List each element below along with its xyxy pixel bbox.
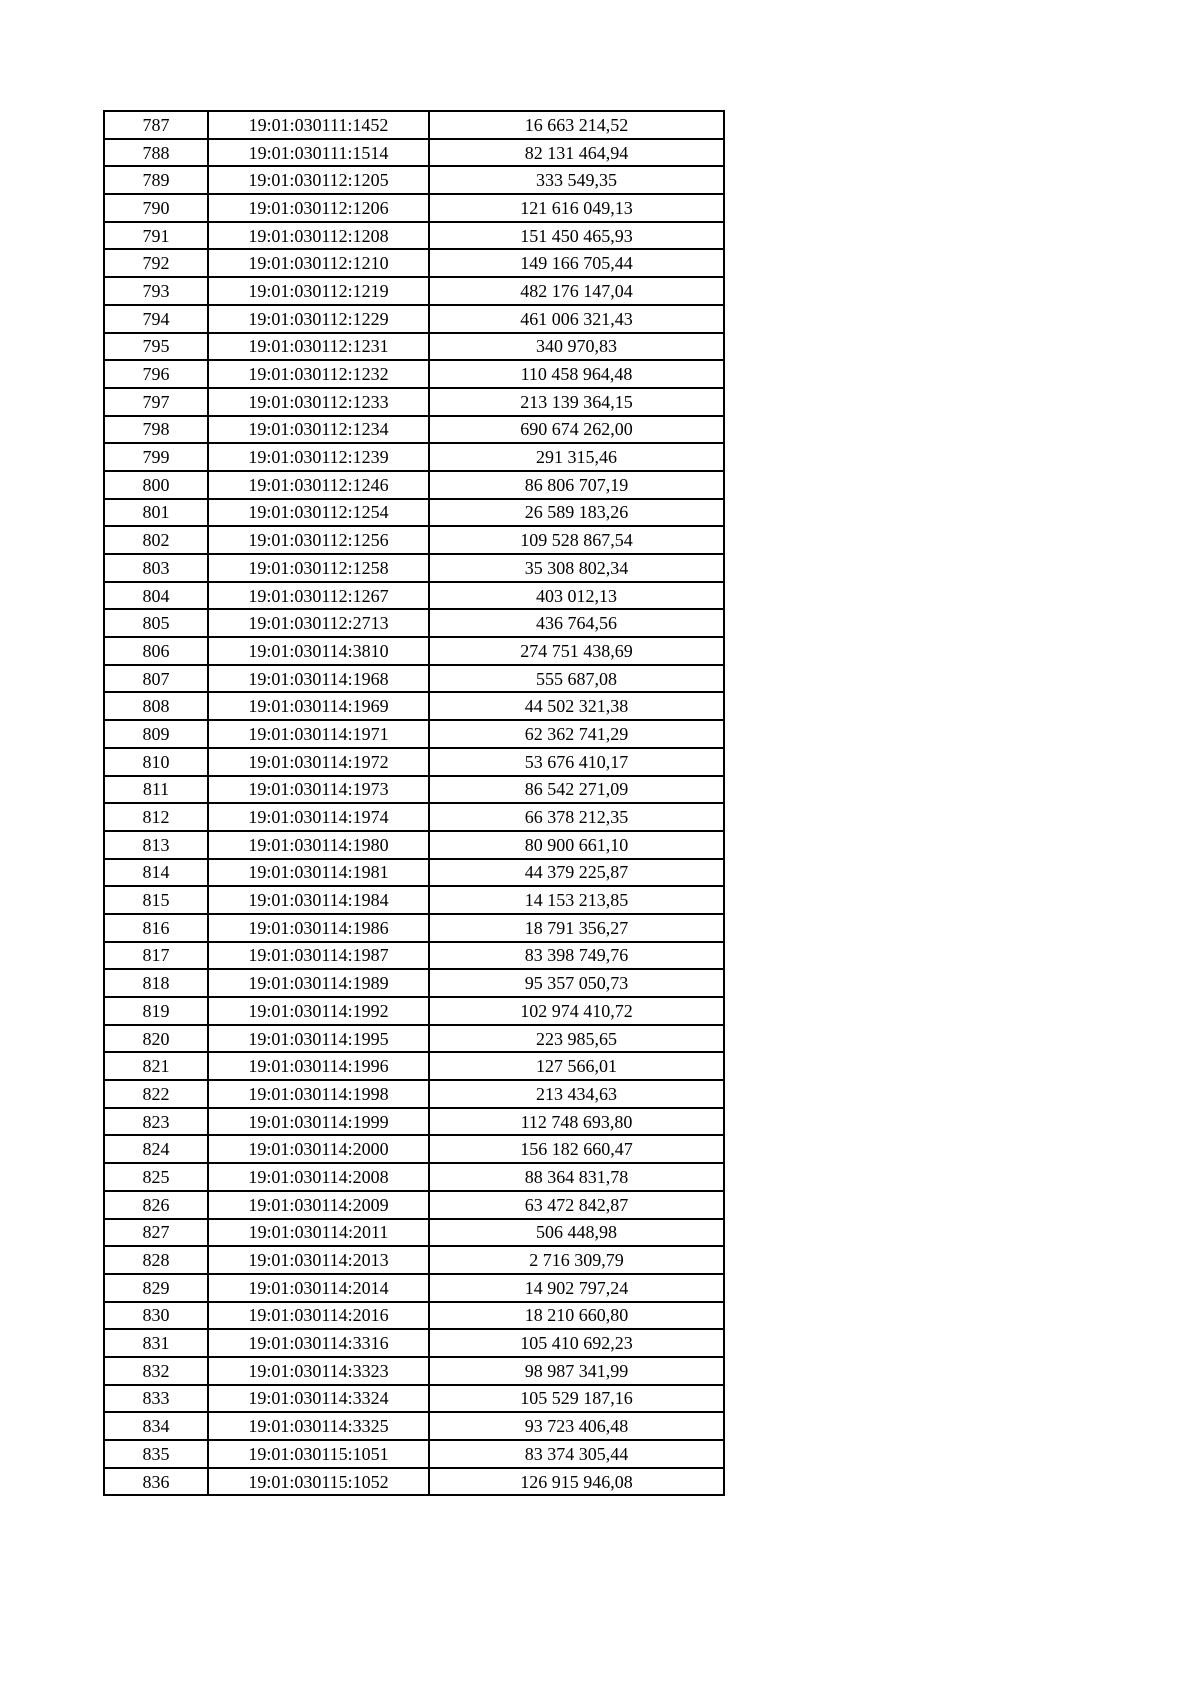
row-number-cell: 818 (104, 969, 208, 997)
table-row (104, 1191, 724, 1219)
table-row (104, 443, 724, 471)
value-cell: 126 915 946,08 (429, 1468, 724, 1496)
cadastral-number-cell: 19:01:030112:1256 (208, 526, 429, 554)
value-cell: 436 764,56 (429, 609, 724, 637)
value-cell: 62 362 741,29 (429, 720, 724, 748)
row-number-cell: 795 (104, 333, 208, 361)
cadastral-number-cell: 19:01:030114:1980 (208, 831, 429, 859)
table-row (104, 1302, 724, 1330)
value-cell: 403 012,13 (429, 582, 724, 610)
table-row (104, 582, 724, 610)
value-cell: 112 748 693,80 (429, 1108, 724, 1136)
row-number-cell: 816 (104, 914, 208, 942)
table-row (104, 1329, 724, 1357)
table-row (104, 997, 724, 1025)
row-number-cell: 787 (104, 111, 208, 139)
row-number-cell: 801 (104, 499, 208, 527)
cadastral-number-cell: 19:01:030114:1971 (208, 720, 429, 748)
cadastral-number-cell: 19:01:030114:1984 (208, 886, 429, 914)
value-cell: 102 974 410,72 (429, 997, 724, 1025)
cadastral-number-cell: 19:01:030112:1205 (208, 166, 429, 194)
value-cell: 88 364 831,78 (429, 1163, 724, 1191)
table-row (104, 1080, 724, 1108)
row-number-cell: 808 (104, 692, 208, 720)
value-cell: 44 379 225,87 (429, 859, 724, 887)
row-number-cell: 803 (104, 554, 208, 582)
value-cell: 95 357 050,73 (429, 969, 724, 997)
table-row (104, 360, 724, 388)
table-row (104, 1440, 724, 1468)
table-row (104, 637, 724, 665)
table-row (104, 1468, 724, 1496)
value-cell: 555 687,08 (429, 665, 724, 693)
table-row (104, 277, 724, 305)
cadastral-number-cell: 19:01:030114:1974 (208, 803, 429, 831)
row-number-cell: 824 (104, 1135, 208, 1163)
value-cell: 109 528 867,54 (429, 526, 724, 554)
value-cell: 213 139 364,15 (429, 388, 724, 416)
table-row (104, 776, 724, 804)
cadastral-number-cell: 19:01:030114:2009 (208, 1191, 429, 1219)
cadastral-number-cell: 19:01:030114:1981 (208, 859, 429, 887)
row-number-cell: 796 (104, 360, 208, 388)
cadastral-number-cell: 19:01:030114:2014 (208, 1274, 429, 1302)
cadastral-number-cell: 19:01:030114:3325 (208, 1412, 429, 1440)
table-row (104, 969, 724, 997)
row-number-cell: 791 (104, 222, 208, 250)
row-number-cell: 809 (104, 720, 208, 748)
value-cell: 274 751 438,69 (429, 637, 724, 665)
value-cell: 506 448,98 (429, 1219, 724, 1247)
cadastral-number-cell: 19:01:030114:1987 (208, 942, 429, 970)
table-row (104, 748, 724, 776)
value-cell: 461 006 321,43 (429, 305, 724, 333)
cadastral-number-cell: 19:01:030114:1973 (208, 776, 429, 804)
row-number-cell: 826 (104, 1191, 208, 1219)
cadastral-number-cell: 19:01:030114:3810 (208, 637, 429, 665)
row-number-cell: 789 (104, 166, 208, 194)
cadastral-number-cell: 19:01:030112:1239 (208, 443, 429, 471)
table-row (104, 333, 724, 361)
value-cell: 44 502 321,38 (429, 692, 724, 720)
cadastral-number-cell: 19:01:030114:2008 (208, 1163, 429, 1191)
value-cell: 83 374 305,44 (429, 1440, 724, 1468)
row-number-cell: 832 (104, 1357, 208, 1385)
row-number-cell: 797 (104, 388, 208, 416)
row-number-cell: 825 (104, 1163, 208, 1191)
value-cell: 482 176 147,04 (429, 277, 724, 305)
value-cell: 121 616 049,13 (429, 194, 724, 222)
value-cell: 86 542 271,09 (429, 776, 724, 804)
cadastral-number-cell: 19:01:030114:2000 (208, 1135, 429, 1163)
value-cell: 63 472 842,87 (429, 1191, 724, 1219)
value-cell: 98 987 341,99 (429, 1357, 724, 1385)
row-number-cell: 788 (104, 139, 208, 167)
row-number-cell: 793 (104, 277, 208, 305)
cadastral-number-cell: 19:01:030112:1234 (208, 416, 429, 444)
table-row (104, 1025, 724, 1053)
cadastral-number-cell: 19:01:030114:1999 (208, 1108, 429, 1136)
row-number-cell: 831 (104, 1329, 208, 1357)
row-number-cell: 804 (104, 582, 208, 610)
table-row (104, 859, 724, 887)
row-number-cell: 812 (104, 803, 208, 831)
table-row (104, 1108, 724, 1136)
cadastral-number-cell: 19:01:030114:2013 (208, 1246, 429, 1274)
row-number-cell: 799 (104, 443, 208, 471)
value-cell: 105 410 692,23 (429, 1329, 724, 1357)
table-row (104, 249, 724, 277)
row-number-cell: 814 (104, 859, 208, 887)
table-row (104, 609, 724, 637)
value-cell: 82 131 464,94 (429, 139, 724, 167)
row-number-cell: 811 (104, 776, 208, 804)
value-cell: 16 663 214,52 (429, 111, 724, 139)
cadastral-number-cell: 19:01:030114:1995 (208, 1025, 429, 1053)
cadastral-number-cell: 19:01:030114:1989 (208, 969, 429, 997)
value-cell: 291 315,46 (429, 443, 724, 471)
table-row (104, 222, 724, 250)
value-cell: 690 674 262,00 (429, 416, 724, 444)
row-number-cell: 820 (104, 1025, 208, 1053)
cadastral-number-cell: 19:01:030114:1968 (208, 665, 429, 693)
cadastral-number-cell: 19:01:030114:2016 (208, 1302, 429, 1330)
cadastral-number-cell: 19:01:030112:2713 (208, 609, 429, 637)
row-number-cell: 819 (104, 997, 208, 1025)
row-number-cell: 829 (104, 1274, 208, 1302)
value-cell: 127 566,01 (429, 1052, 724, 1080)
value-cell: 80 900 661,10 (429, 831, 724, 859)
table-row (104, 1163, 724, 1191)
value-cell: 149 166 705,44 (429, 249, 724, 277)
cadastral-number-cell: 19:01:030111:1452 (208, 111, 429, 139)
cadastral-number-cell: 19:01:030114:3316 (208, 1329, 429, 1357)
table-row (104, 305, 724, 333)
value-cell: 93 723 406,48 (429, 1412, 724, 1440)
value-cell: 18 791 356,27 (429, 914, 724, 942)
cadastral-number-cell: 19:01:030112:1206 (208, 194, 429, 222)
cadastral-number-cell: 19:01:030114:3323 (208, 1357, 429, 1385)
cadastral-number-cell: 19:01:030112:1267 (208, 582, 429, 610)
table-row (104, 831, 724, 859)
table-row (104, 416, 724, 444)
row-number-cell: 828 (104, 1246, 208, 1274)
cadastral-number-cell: 19:01:030114:1998 (208, 1080, 429, 1108)
table-row (104, 914, 724, 942)
row-number-cell: 823 (104, 1108, 208, 1136)
row-number-cell: 821 (104, 1052, 208, 1080)
table-row (104, 942, 724, 970)
cadastral-number-cell: 19:01:030114:2011 (208, 1219, 429, 1247)
cadastral-number-cell: 19:01:030112:1231 (208, 333, 429, 361)
cadastral-number-cell: 19:01:030112:1246 (208, 471, 429, 499)
cadastral-number-cell: 19:01:030114:1972 (208, 748, 429, 776)
row-number-cell: 807 (104, 665, 208, 693)
table-row (104, 139, 724, 167)
value-cell: 35 308 802,34 (429, 554, 724, 582)
value-cell: 83 398 749,76 (429, 942, 724, 970)
cadastral-number-cell: 19:01:030112:1229 (208, 305, 429, 333)
cadastral-number-cell: 19:01:030112:1210 (208, 249, 429, 277)
row-number-cell: 810 (104, 748, 208, 776)
cadastral-number-cell: 19:01:030112:1232 (208, 360, 429, 388)
row-number-cell: 806 (104, 637, 208, 665)
table-row (104, 803, 724, 831)
table-body (104, 111, 724, 1495)
value-cell: 213 434,63 (429, 1080, 724, 1108)
table-row (104, 665, 724, 693)
cadastral-number-cell: 19:01:030114:1992 (208, 997, 429, 1025)
table-row (104, 1412, 724, 1440)
table-row (104, 388, 724, 416)
cadastral-number-cell: 19:01:030114:1986 (208, 914, 429, 942)
cadastral-number-cell: 19:01:030115:1051 (208, 1440, 429, 1468)
table-row (104, 1219, 724, 1247)
row-number-cell: 794 (104, 305, 208, 333)
cadastral-number-cell: 19:01:030112:1219 (208, 277, 429, 305)
row-number-cell: 822 (104, 1080, 208, 1108)
row-number-cell: 817 (104, 942, 208, 970)
row-number-cell: 798 (104, 416, 208, 444)
row-number-cell: 833 (104, 1385, 208, 1413)
cadastral-number-cell: 19:01:030114:1969 (208, 692, 429, 720)
cadastral-number-cell: 19:01:030115:1052 (208, 1468, 429, 1496)
table-row (104, 166, 724, 194)
row-number-cell: 827 (104, 1219, 208, 1247)
table-row (104, 1274, 724, 1302)
value-cell: 14 153 213,85 (429, 886, 724, 914)
table-row (104, 194, 724, 222)
value-cell: 86 806 707,19 (429, 471, 724, 499)
value-cell: 151 450 465,93 (429, 222, 724, 250)
row-number-cell: 815 (104, 886, 208, 914)
cadastral-number-cell: 19:01:030114:3324 (208, 1385, 429, 1413)
table-row (104, 1246, 724, 1274)
table-row (104, 1385, 724, 1413)
cadastral-number-cell: 19:01:030112:1208 (208, 222, 429, 250)
value-cell: 223 985,65 (429, 1025, 724, 1053)
value-cell: 66 378 212,35 (429, 803, 724, 831)
value-cell: 156 182 660,47 (429, 1135, 724, 1163)
cadastral-number-cell: 19:01:030111:1514 (208, 139, 429, 167)
value-cell: 26 589 183,26 (429, 499, 724, 527)
value-cell: 340 970,83 (429, 333, 724, 361)
value-cell: 53 676 410,17 (429, 748, 724, 776)
row-number-cell: 805 (104, 609, 208, 637)
value-cell: 2 716 309,79 (429, 1246, 724, 1274)
row-number-cell: 792 (104, 249, 208, 277)
cadastral-value-table (103, 110, 725, 1496)
table-row (104, 1135, 724, 1163)
table-row (104, 1357, 724, 1385)
table-row (104, 886, 724, 914)
value-cell: 333 549,35 (429, 166, 724, 194)
table-row (104, 554, 724, 582)
table-row (104, 111, 724, 139)
table-row (104, 499, 724, 527)
cadastral-number-cell: 19:01:030114:1996 (208, 1052, 429, 1080)
table-row (104, 471, 724, 499)
cadastral-number-cell: 19:01:030112:1233 (208, 388, 429, 416)
table-row (104, 526, 724, 554)
row-number-cell: 790 (104, 194, 208, 222)
cadastral-number-cell: 19:01:030112:1254 (208, 499, 429, 527)
cadastral-number-cell: 19:01:030112:1258 (208, 554, 429, 582)
table-row (104, 1052, 724, 1080)
row-number-cell: 835 (104, 1440, 208, 1468)
row-number-cell: 836 (104, 1468, 208, 1496)
table-row (104, 720, 724, 748)
value-cell: 18 210 660,80 (429, 1302, 724, 1330)
value-cell: 105 529 187,16 (429, 1385, 724, 1413)
row-number-cell: 813 (104, 831, 208, 859)
row-number-cell: 802 (104, 526, 208, 554)
value-cell: 14 902 797,24 (429, 1274, 724, 1302)
row-number-cell: 830 (104, 1302, 208, 1330)
row-number-cell: 800 (104, 471, 208, 499)
value-cell: 110 458 964,48 (429, 360, 724, 388)
row-number-cell: 834 (104, 1412, 208, 1440)
table-row (104, 692, 724, 720)
